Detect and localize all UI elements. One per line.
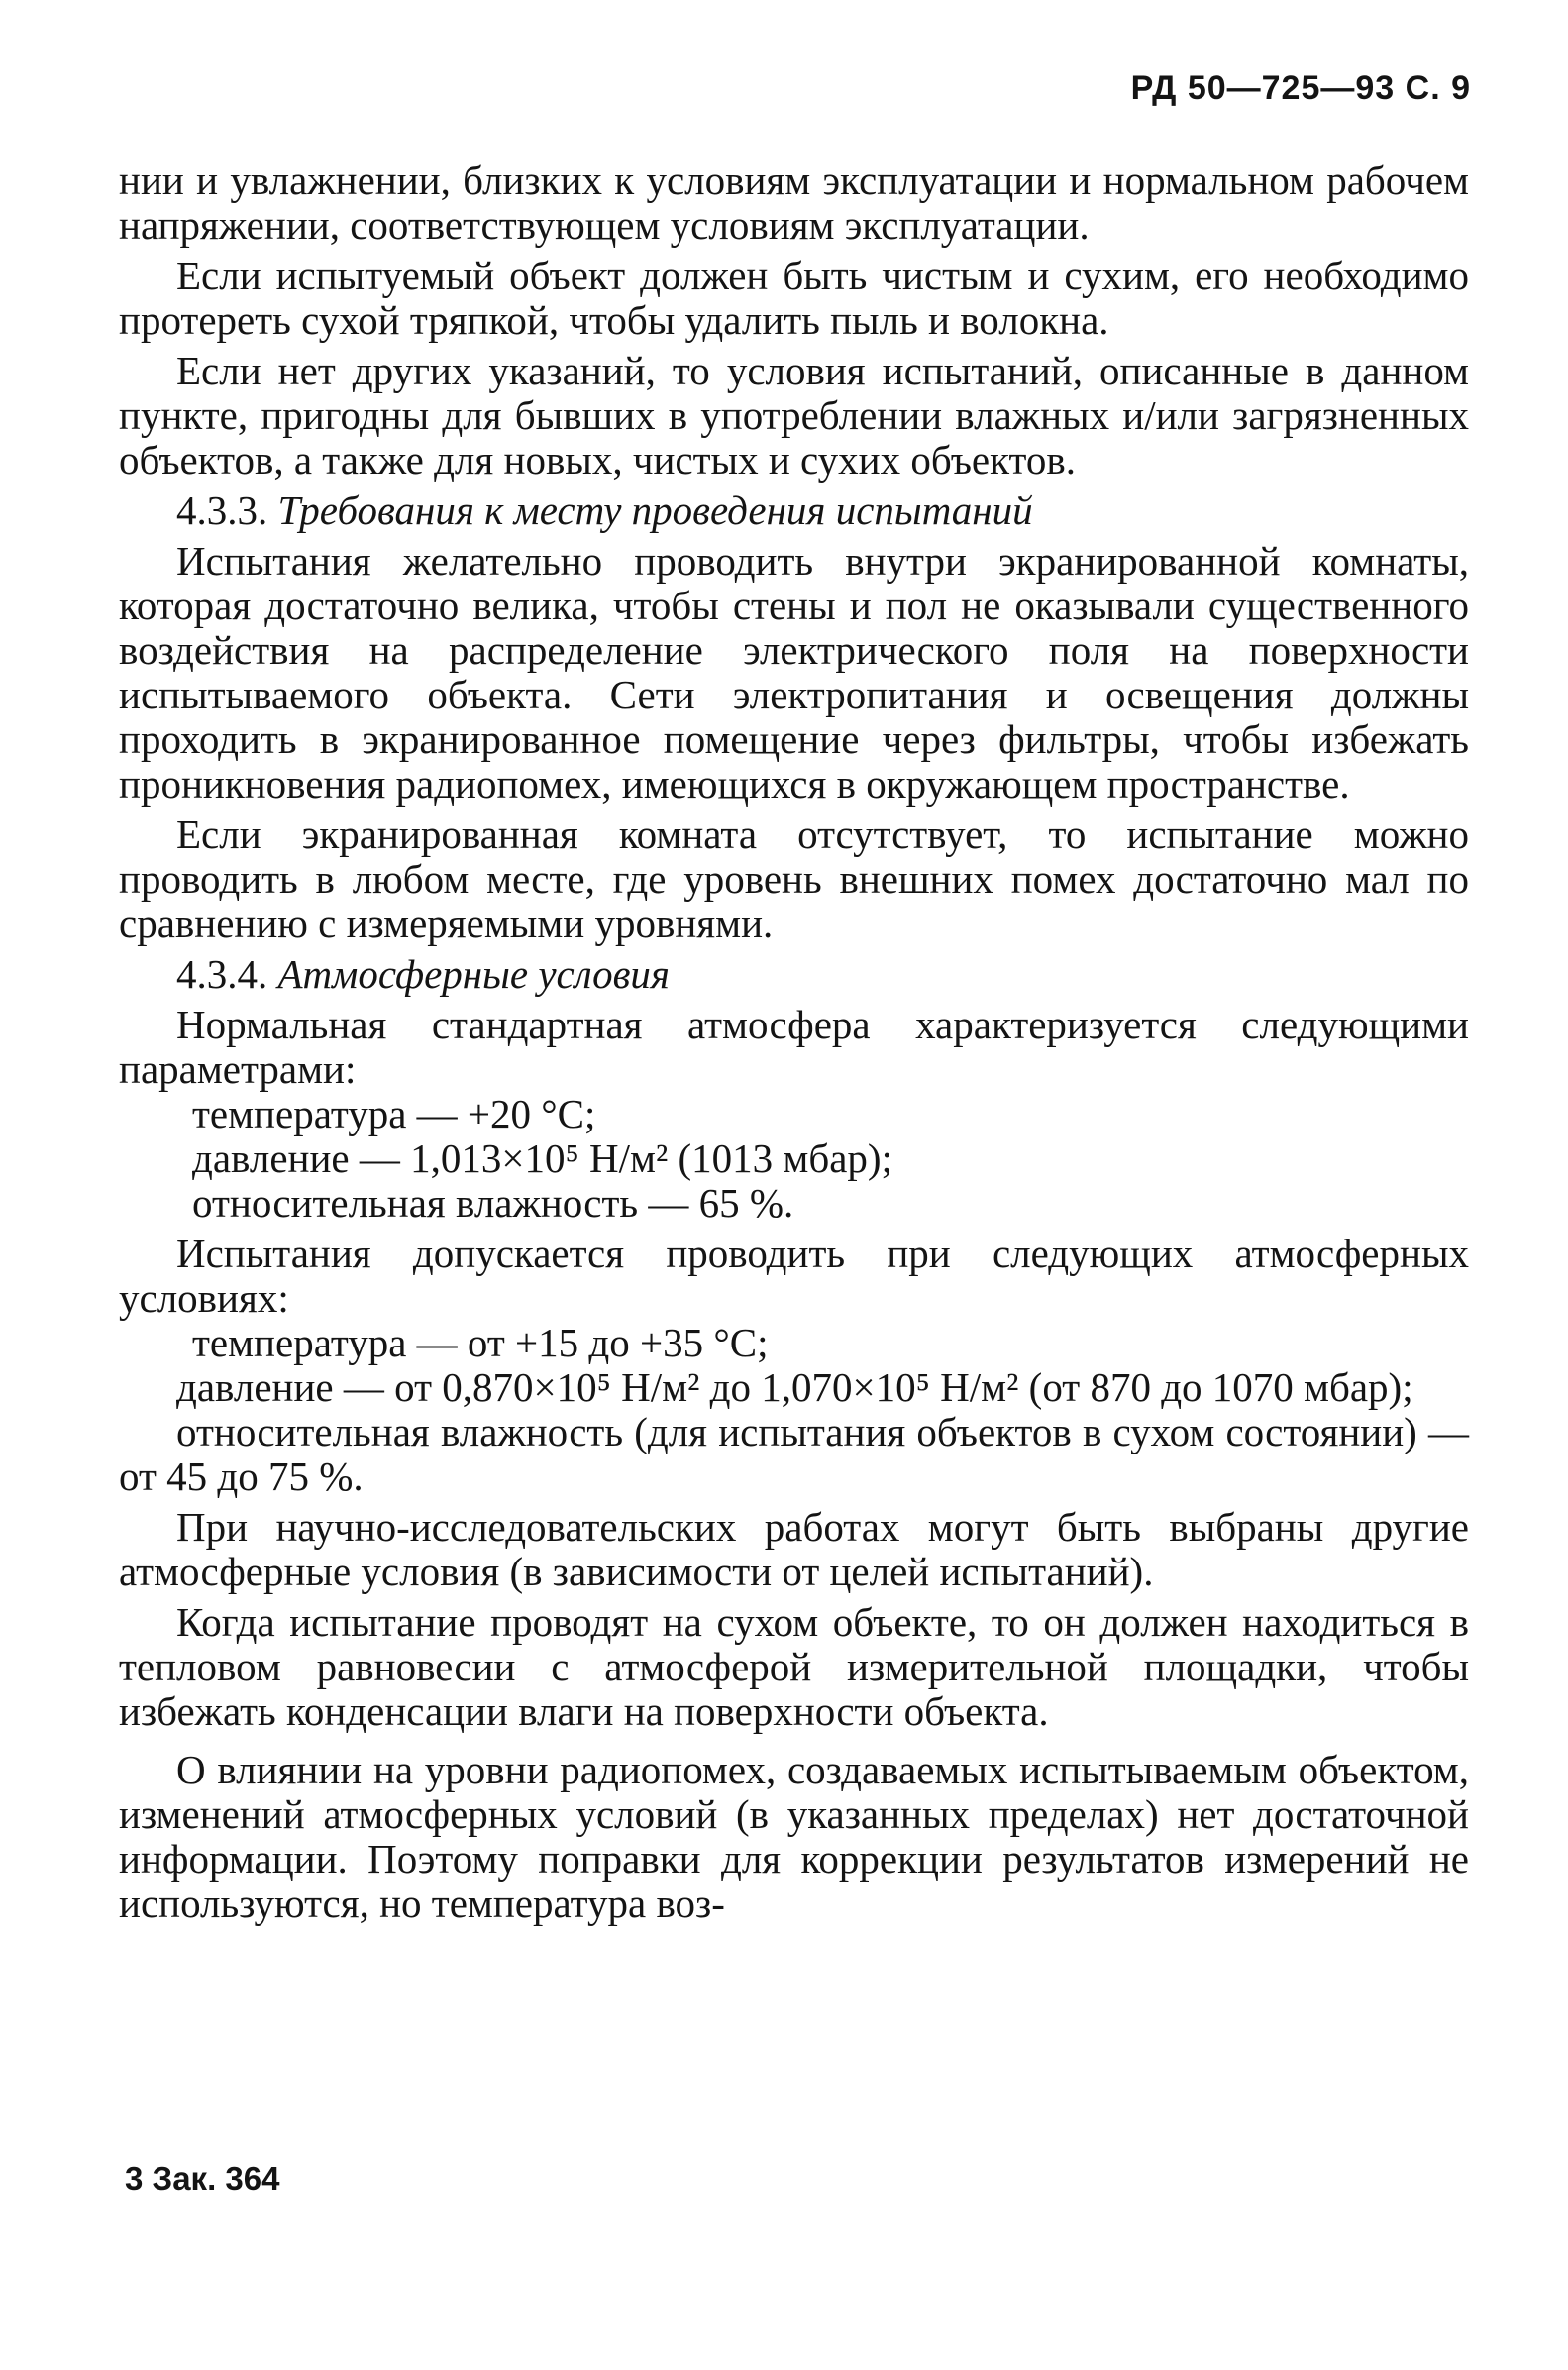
running-header: РД 50—725—93 С. 9 xyxy=(1130,69,1471,107)
paragraph-research: При научно-исследовательских работах могут быть выбраны другие атмосферные условия (в зависимости от целей испытаний). xyxy=(119,1504,1469,1594)
paragraph-standard-atmosphere: Нормальная стандартная атмосфера характеризуется следующими параметрами: xyxy=(119,1002,1469,1092)
paragraph-allowed-conditions: Испытания допускается проводить при следующих атмосферных условиях: xyxy=(119,1231,1469,1321)
paragraph-cleaning: Если испытуемый объект должен быть чистым и сухим, его необходимо протереть сухой тряпкой, чтобы удалить пыль и волокна. xyxy=(119,253,1469,343)
paragraph-influence: О влиянии на уровни радиопомех, создаваемых испытываемым объектом, изменений атмосферных условий (в указанных пределах) нет достаточной информации. Поэтому поправки для коррекции результатов измерений не используются, но температура воз- xyxy=(119,1747,1469,1926)
section-heading-4-3-4 xyxy=(119,952,1469,997)
paragraph-applicability: Если нет других указаний, то условия испытаний, описанные в данном пункте, пригодны для бывших в употреблении влажных и/или загрязненных объектов, а также для новых, чистых и сухих объектов. xyxy=(119,348,1469,483)
param-pressure-range: давление — от 0,870×10⁵ Н/м² до 1,070×10⁵ Н/м² (от 870 до 1070 мбар); xyxy=(176,1364,1413,1410)
section-number: 4.3.3. xyxy=(176,487,268,533)
param-temperature: температура — +20 °С; xyxy=(192,1091,596,1136)
paragraph-thermal-equilibrium: Когда испытание проводят на сухом объекте, то он должен находиться в тепловом равновесии с атмосферой измерительной площадки, чтобы избежать конденсации влаги на поверхности объекта. xyxy=(119,1599,1469,1734)
param-temperature-range: температура — от +15 до +35 °С; xyxy=(192,1320,769,1365)
paragraph-no-shielded-room: Если экранированная комната отсутствует, то испытание можно проводить в любом месте, где уровень внешних помех достаточно мал по сравнению с измеряемыми уровнями. xyxy=(119,811,1469,946)
section-title: Атмосферные условия xyxy=(277,951,670,997)
print-mark: 3 Зак. 364 xyxy=(125,2160,280,2197)
paragraph-shielded-room: Испытания желательно проводить внутри экранированной комнаты, которая достаточно велика, чтобы стены и пол не оказывали существенного воздействия на распределение электрического поля на поверхности испытываемого объекта. Сети электропитания и освещения должны проходить в экранированное помещение через фильтры, чтобы избежать проникновения радиопомех, имеющихся в окружающем пространстве. xyxy=(119,538,1469,807)
param-humidity-range: относительная влажность (для испытания объектов в сухом состоянии) — от 45 до 75 %. xyxy=(119,1409,1469,1499)
page-body xyxy=(119,159,1469,1926)
section-title: Требования к месту проведения испытаний xyxy=(277,487,1033,533)
section-number: 4.3.4. xyxy=(176,951,268,997)
param-humidity: относительная влажность — 65 %. xyxy=(192,1180,794,1226)
paragraph-continuation: нии и увлажнении, близких к условиям эксплуатации и нормальном рабочем напряжении, соответствующем условиям эксплуатации. xyxy=(119,158,1469,248)
param-pressure: давление — 1,013×10⁵ Н/м² (1013 мбар); xyxy=(192,1135,892,1181)
section-heading-4-3-3 xyxy=(119,488,1469,533)
